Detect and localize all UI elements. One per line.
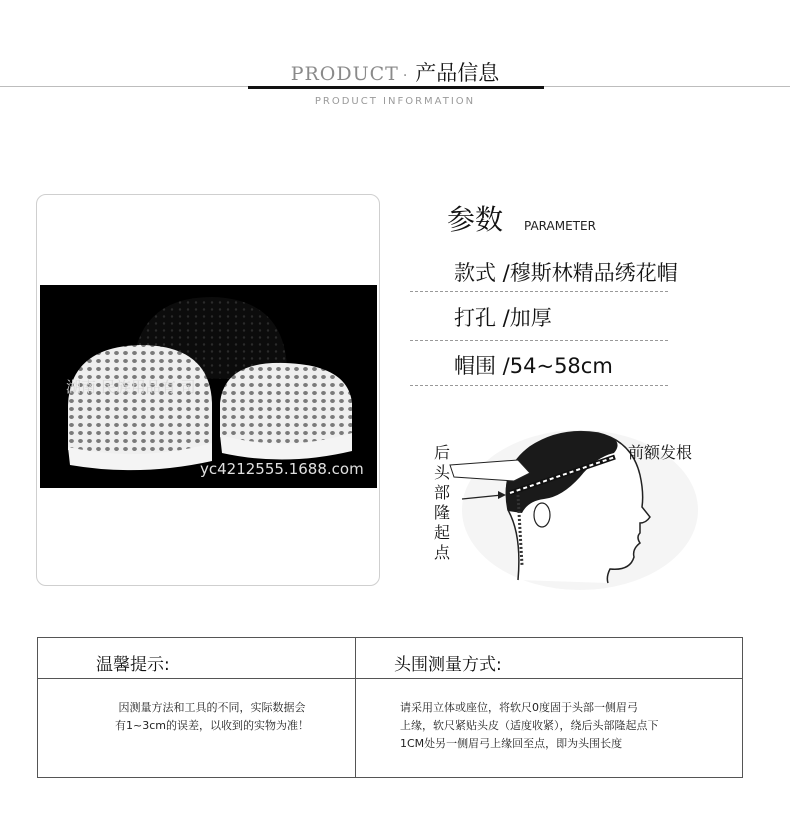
divider (410, 291, 668, 292)
section-title-en: PRODUCT (290, 63, 399, 85)
section-title-cn: 产品信息 (415, 61, 500, 85)
product-photo (40, 285, 377, 488)
table-divider-horizontal (38, 678, 742, 679)
table-divider-vertical (355, 638, 356, 777)
param-style: 款式 /穆斯林精品绣花帽 (454, 261, 678, 285)
tips-text (82, 699, 342, 735)
method-line: 1CM处另一侧眉弓上缘回至点，即为头围长度 (400, 737, 623, 750)
divider (410, 340, 668, 341)
method-line: 请采用立体或座位，将软尺0度固于头部一侧眉弓 (400, 701, 638, 714)
section-title (0, 57, 790, 87)
watermark-url: yc4212555.1688.com (200, 460, 364, 478)
param-title-en: PARAMETER (524, 219, 596, 233)
watermark-company: 湖南 民族用品有 司 (66, 378, 196, 396)
back-head-label: 后头部隆起点 (433, 443, 450, 562)
section-subtitle: PRODUCT INFORMATION (314, 96, 476, 107)
forehead-label: 前额发根 (628, 443, 693, 462)
method-line: 上缘，软尺紧贴头皮（适度收紧），绕后头部隆起点下 (400, 719, 659, 732)
param-holes: 打孔 /加厚 (454, 306, 552, 330)
title-separator: · (402, 68, 408, 84)
param-circumference: 帽围 /54~58cm (454, 354, 613, 378)
notes-table (37, 637, 743, 778)
header-accent-bar (248, 86, 544, 89)
tips-line: 因测量方法和工具的不同，实际数据会 (118, 701, 306, 714)
measure-method-header: 头围测量方式: (394, 655, 502, 675)
divider (410, 385, 668, 386)
measure-method-text (400, 699, 730, 753)
tips-header: 温馨提示: (96, 655, 170, 675)
tips-line: 有1~3cm的误差，以收到的实物为准！ (115, 719, 309, 732)
param-title: 参数 (447, 203, 504, 236)
